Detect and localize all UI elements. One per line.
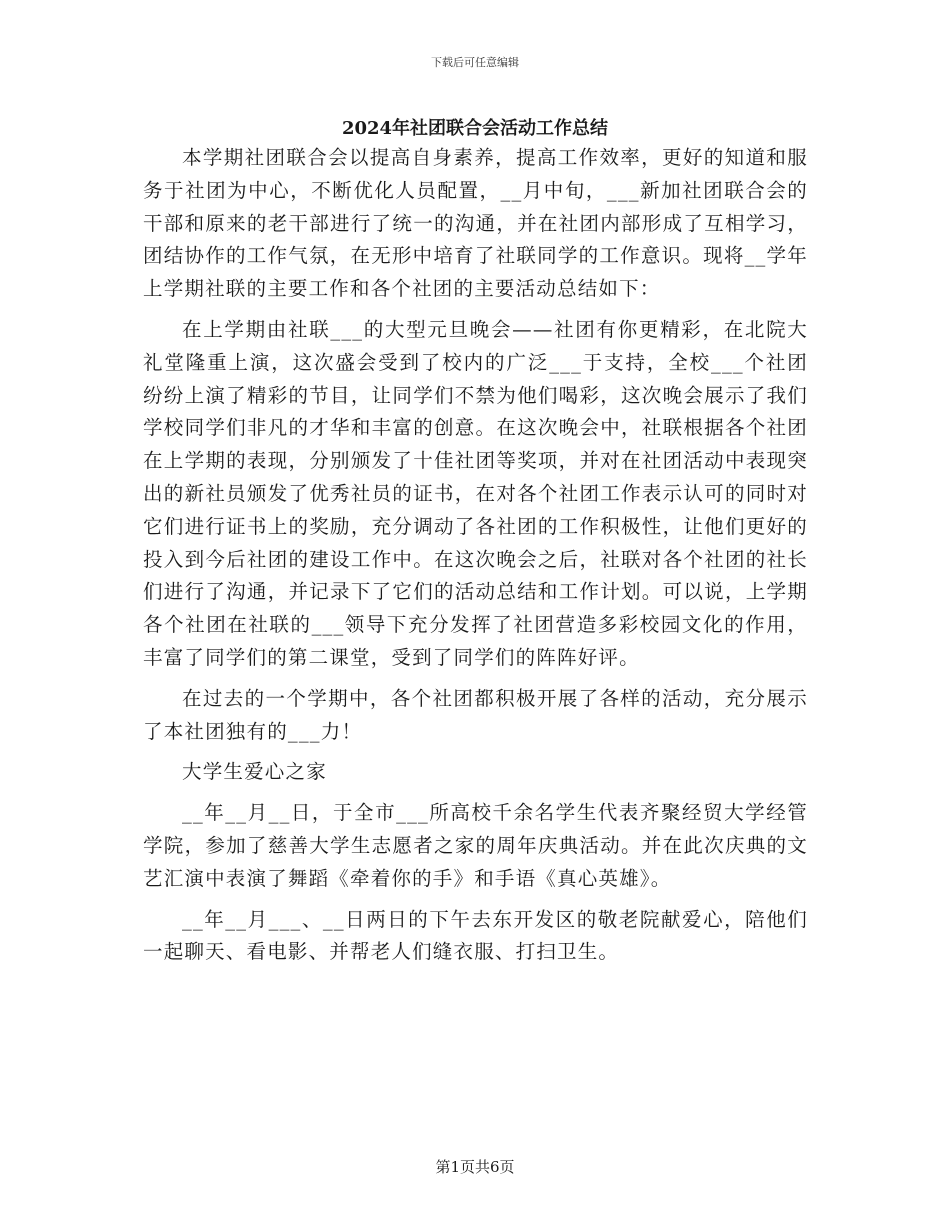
section-heading-love-home: 大学生爱心之家 [182, 760, 327, 784]
paragraph-intro: 本学期社团联合会以提高自身素养，提高工作效率，更好的知道和服务于社团为中心，不断优化人员配置，__月中旬，___新加社团联合会的干部和原来的老干部进行了统一的沟通，并在社团内部形成了互相学习，团结协作的工作气氛，在无形中培育了社联同学的工作意识。现将__学年上学期社联的主要工作和各个社团的主要活动总结如下： [143, 146, 808, 301]
paragraph-anniversary: __年__月__日，于全市___所高校千余名学生代表齐聚经贸大学经管学院，参加了慈善大学生志愿者之家的周年庆典活动。并在此次庆典的文艺汇演中表演了舞蹈《牵着你的手》和手语《真心英雄》。 [143, 801, 808, 890]
paragraph-new-year-gala: 在上学期由社联___的大型元旦晚会——社团有你更精彩，在北院大礼堂隆重上演，这次盛会受到了校内的广泛___于支持，全校___个社团纷纷上演了精彩的节目，让同学们不禁为他们喝彩，这次晚会展示了我们学校同学们非凡的才华和丰富的创意。在这次晚会中，社联根据各个社团在上学期的表现，分别颁发了十佳社团等奖项，并对在社团活动中表现突出的新社员颁发了优秀社员的证书，在对各个社团工作表示认可的同时对它们进行证书上的奖励，充分调动了各社团的工作积极性，让他们更好的投入到今后社团的建设工作中。在这次晚会之后，社联对各个社团的社长们进行了沟通，并记录下了它们的活动总结和工作计划。可以说，上学期各个社团在社联的___领导下充分发挥了社团营造多彩校园文化的作用，丰富了同学们的第二课堂，受到了同学们的阵阵好评。 [143, 317, 808, 669]
paragraph-nursing-home: __年__月___、__日两日的下午去东开发区的敬老院献爱心，陪他们一起聊天、看电影、并帮老人们缝衣服、打扫卫生。 [143, 907, 808, 964]
page-header-note: 下载后可任意编辑 [431, 56, 519, 69]
paragraph-club-activities: 在过去的一个学期中，各个社团都积极开展了各样的活动，充分展示了本社团独有的___力！ [143, 686, 808, 743]
document-title: 2024年社团联合会活动工作总结 [341, 118, 609, 139]
page-number: 第1页共6页 [435, 1158, 515, 1176]
document-body [143, 142, 808, 977]
